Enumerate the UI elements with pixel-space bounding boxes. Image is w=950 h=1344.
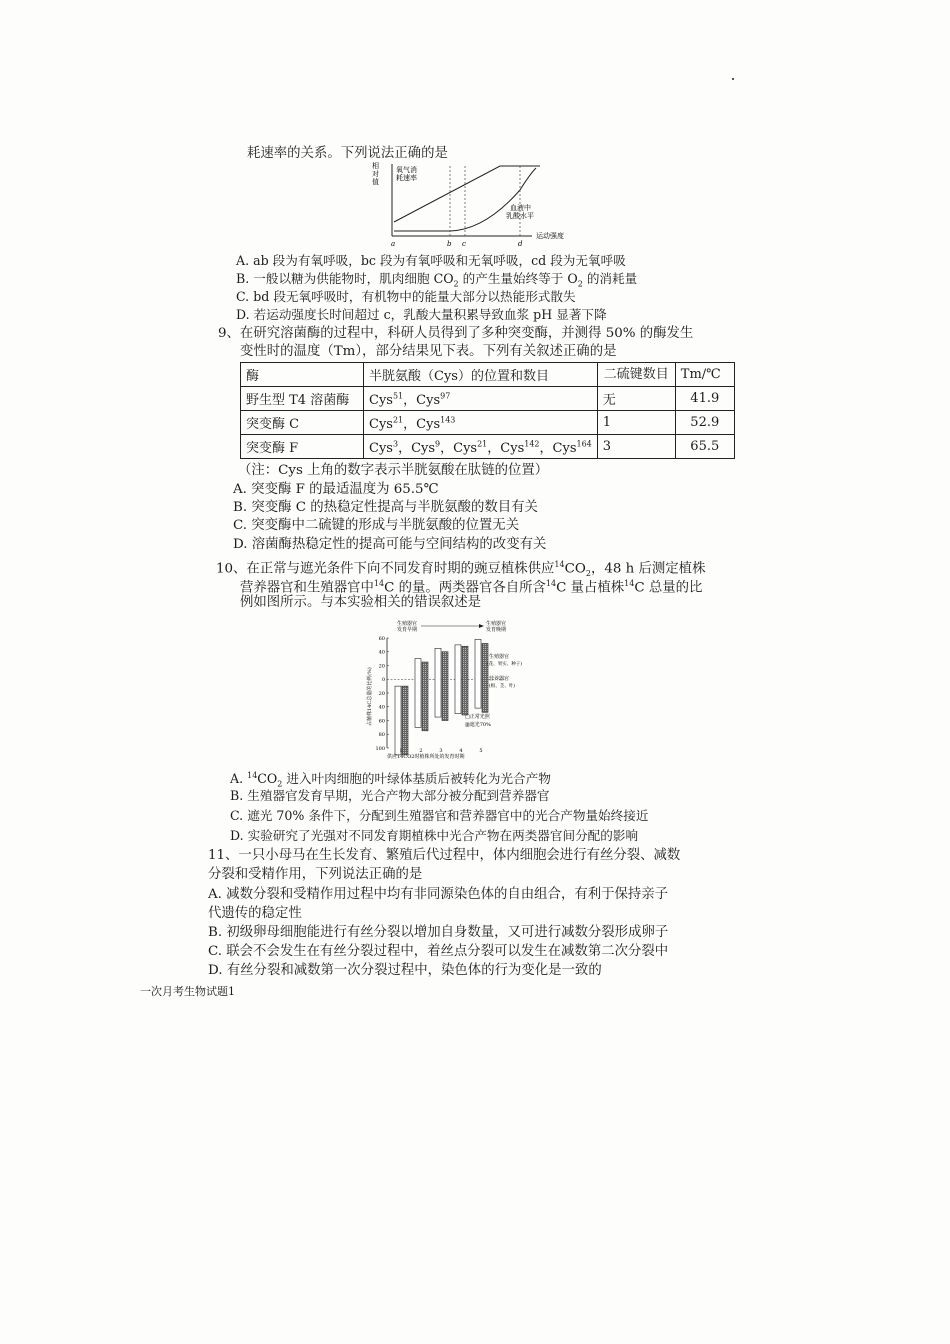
q10-bar-normal bbox=[455, 645, 461, 714]
q11-stem-2: 分裂和受精作用，下列说法正确的是 bbox=[208, 867, 423, 882]
q8-ylabel-2: 对 bbox=[372, 170, 379, 178]
q8-ylabel-1: 相 bbox=[372, 162, 379, 170]
q10-legend-normal: □正常光照 bbox=[465, 714, 490, 720]
q10-bar-normal bbox=[475, 639, 481, 708]
q11-option-a-1: A. 减数分裂和受精作用过程中均有非同源染色体的自由组合，有利于保持亲子 bbox=[208, 887, 669, 902]
q8-chart bbox=[360, 160, 580, 252]
q8-xlabel: 运动强度 bbox=[536, 232, 564, 240]
q8-tick-a: a bbox=[391, 240, 396, 248]
q8-option-b: B. 一般以糖为供能物时，肌肉细胞 $CO_2$ 的产生量始终等于 $O_2$ 的消耗量 bbox=[236, 271, 638, 289]
q9-stem-2: 变性时的温度（Tm），部分结果见下表。下列有关叙述正确的是 bbox=[240, 344, 617, 359]
q10-ytick: 40 bbox=[378, 649, 385, 656]
q10-xlabel: 供应14CO2时植株所处的发育时期 bbox=[387, 754, 465, 760]
q10-xtick: 5 bbox=[479, 748, 483, 754]
q10-ytick: 20 bbox=[378, 663, 385, 670]
q9-option-a: A. 突变酶 F 的最适温度为 65.5℃ bbox=[233, 482, 439, 497]
q11-option-a-2: 代遗传的稳定性 bbox=[208, 906, 302, 921]
q10-stem-1: 10、在正常与遮光条件下向不同发育时期的豌豆植株供应$^{14}CO_2$，48 h 后测定植株 bbox=[216, 560, 706, 579]
q10-xtick: 1 bbox=[399, 748, 403, 754]
q10-top-arrowhead bbox=[479, 624, 484, 628]
q9-row3-enzyme: 突变酶 F bbox=[241, 435, 364, 459]
q10-top-right-2: 发育晚期 bbox=[486, 627, 507, 633]
q9-header-tm: Tm/℃ bbox=[675, 363, 734, 387]
q11-option-d: D. 有丝分裂和减数第一次分裂过程中，染色体的行为变化是一致的 bbox=[208, 963, 602, 978]
q10-label-veg-1: 营养器官 bbox=[489, 676, 510, 682]
q9-row3-bonds: 3 bbox=[597, 435, 675, 459]
q10-bar-shade bbox=[462, 646, 468, 715]
q8-tick-b: b bbox=[447, 240, 452, 248]
q10-chart bbox=[365, 618, 545, 760]
q9-row2-tm: 52.9 bbox=[675, 411, 734, 435]
q9-row3-tm: 65.5 bbox=[675, 435, 734, 459]
q9-header-cys: 半胱氨酸（Cys）的位置和数目 bbox=[364, 363, 598, 387]
q9-row3-cys: Cys$^3$，Cys$^9$，Cys$^{21}$，Cys$^{142}$，Cys$^{164}$ bbox=[364, 435, 598, 459]
speck bbox=[732, 78, 734, 80]
q8-curve2-label-2: 乳酸水平 bbox=[506, 212, 534, 220]
q10-bar-normal bbox=[435, 648, 441, 717]
q10-bar-shade bbox=[482, 644, 488, 713]
q10-option-d: D. 实验研究了光强对不同发育期植株中光合产物在两类器官间分配的影响 bbox=[230, 828, 639, 843]
q11-stem-1: 11、一只小母马在生长发育、繁殖后代过程中，体内细胞会进行有丝分裂、减数 bbox=[208, 848, 681, 863]
q10-stem-3: 例如图所示。与本实验相关的错误叙述是 bbox=[240, 595, 482, 610]
q10-legend-shade: ▥遮光70% bbox=[465, 722, 491, 728]
q10-ytick: 0 bbox=[381, 677, 385, 684]
q10-ytick: 80 bbox=[378, 732, 385, 739]
q9-row1-bonds: 无 bbox=[597, 387, 675, 411]
q8-curve1-label-1: 氧气消 bbox=[396, 166, 417, 174]
q9-row2-cys: Cys$^{21}$，Cys$^{143}$ bbox=[364, 411, 598, 435]
q10-xtick: 2 bbox=[419, 748, 423, 754]
q10-ytick: 20 bbox=[378, 690, 385, 697]
table-row bbox=[241, 435, 735, 459]
q10-stem-2: 营养器官和生殖器官中$^{14}$C 的量。两类器官各自所含$^{14}$C 量占植株$^{14}$C 总量的比 bbox=[240, 579, 703, 596]
q10-label-repro-2: (花、果实、种子) bbox=[487, 662, 523, 667]
q9-option-c: C. 突变酶中二硫键的形成与半胱氨酸的位置无关 bbox=[233, 518, 520, 533]
q8-tick-c: c bbox=[462, 240, 466, 248]
q9-option-d: D. 溶菌酶热稳定性的提高可能与空间结构的改变有关 bbox=[233, 537, 547, 552]
q9-row2-bonds: 1 bbox=[597, 411, 675, 435]
q10-top-left-1: 生殖器官 bbox=[397, 621, 418, 627]
q8-curve1-label-2: 耗速率 bbox=[396, 174, 417, 182]
q10-option-b: B. 生殖器官发育早期，光合产物大部分被分配到营养器官 bbox=[230, 788, 550, 803]
q8-stem: 耗速率的关系。下列说法正确的是 bbox=[247, 146, 448, 161]
q9-option-b: B. 突变酶 C 的热稳定性提高与半胱氨酸的数目有关 bbox=[233, 500, 538, 515]
q9-row1-enzyme: 野生型 T4 溶菌酶 bbox=[241, 387, 364, 411]
q10-ylabel: 占植株14C总量的比例(%) bbox=[367, 667, 373, 726]
q10-option-a: A. $^{14}CO_2$ 进入叶肉细胞的叶绿体基质后被转化为光合产物 bbox=[230, 771, 551, 789]
q8-tick-d: d bbox=[518, 240, 523, 248]
q9-stem-1: 9、在研究溶菌酶的过程中，科研人员得到了多种突变酶，并测得 50% 的酶发生 bbox=[218, 326, 694, 341]
q10-xtick: 3 bbox=[439, 748, 443, 754]
q9-header-bonds: 二硫键数目 bbox=[597, 363, 675, 387]
q10-top-right-1: 生殖器官 bbox=[486, 621, 507, 627]
q8-ylabel-3: 值 bbox=[372, 178, 379, 186]
q10-option-c: C. 遮光 70% 条件下，分配到生殖器官和营养器官中的光合产物量始终接近 bbox=[230, 808, 649, 823]
table-row bbox=[241, 411, 735, 435]
table-row bbox=[241, 387, 735, 411]
q10-label-veg-2: (根、茎、叶) bbox=[489, 684, 516, 689]
q8-option-a: A. ab 段为有氧呼吸，bc 段为有氧呼吸和无氧呼吸，cd 段为无氧呼吸 bbox=[236, 253, 626, 268]
q10-ytick: 60 bbox=[378, 635, 385, 642]
q10-bar-shade bbox=[442, 652, 448, 721]
q10-ytick: 60 bbox=[378, 718, 385, 725]
q11-option-c: C. 联会不会发生在有丝分裂过程中，着丝点分裂可以发生在减数第二次分裂中 bbox=[208, 944, 669, 959]
page-footer: 一次月考生物试题1 bbox=[140, 985, 235, 998]
q8-option-c: C. bd 段无氧呼吸时，有机物中的能量大部分以热能形式散失 bbox=[236, 289, 576, 304]
q8-curve2-label-1: 血液中 bbox=[510, 204, 531, 212]
q9-table bbox=[240, 362, 735, 459]
q10-bar-normal bbox=[415, 659, 421, 728]
q10-label-repro-1: 生殖器官 bbox=[489, 654, 510, 660]
q10-ytick: 100 bbox=[375, 745, 385, 752]
q10-ytick: 40 bbox=[378, 704, 385, 711]
q9-row1-tm: 41.9 bbox=[675, 387, 734, 411]
q9-note: （注：Cys 上角的数字表示半胱氨酸在肽链的位置） bbox=[238, 463, 549, 478]
q10-bars bbox=[395, 639, 488, 755]
q10-bar-shade bbox=[402, 686, 408, 755]
q10-xtick: 4 bbox=[459, 748, 463, 754]
q8-option-d: D. 若运动强度长时间超过 c，乳酸大量积累导致血浆 pH 显著下降 bbox=[236, 307, 607, 322]
q10-top-left-2: 发育早期 bbox=[397, 627, 418, 633]
q10-bar-shade bbox=[422, 662, 428, 731]
q10-bar-normal bbox=[395, 686, 401, 755]
q9-row2-enzyme: 突变酶 C bbox=[241, 411, 364, 435]
q11-option-b: B. 初级卵母细胞能进行有丝分裂以增加自身数量，又可进行减数分裂形成卵子 bbox=[208, 925, 669, 940]
q9-row1-cys: Cys$^{51}$，Cys$^{97}$ bbox=[364, 387, 598, 411]
q9-header-enzyme: 酶 bbox=[241, 363, 364, 387]
